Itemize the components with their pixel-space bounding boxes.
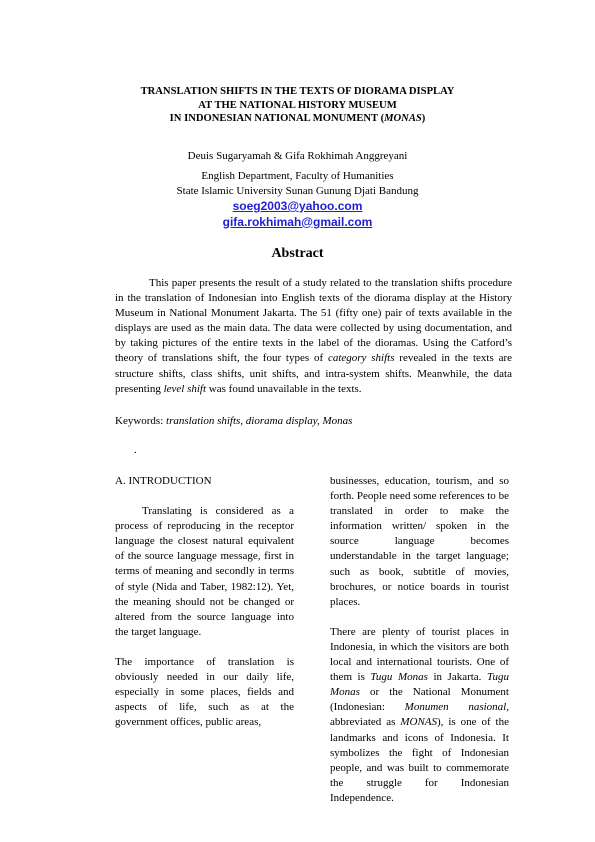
- paper-title: [80, 85, 515, 126]
- intro-paragraph-2: The importance of translation is obviously needed in our daily life, especially in some places, fields and aspects of life, such as at the government offices, public areas,: [115, 655, 294, 729]
- stray-period: .: [134, 444, 137, 456]
- affiliation: [80, 169, 515, 198]
- keywords-label: Keywords:: [115, 415, 167, 427]
- abstract-heading: Abstract: [271, 246, 324, 261]
- intro-paragraph-1: Translating is considered as a process of reproducing in the receptor language the closest natural equivalent of the source language message, first in terms of meaning and secondly in terms of style (Nida and Taber, 1982:12). Yet, the meaning should not be changed or altered from the source language into the target language.: [115, 505, 294, 638]
- keywords: [115, 414, 352, 429]
- column-right: [330, 474, 509, 821]
- title-line-2: AT THE NATIONAL HISTORY MUSEUM: [198, 99, 397, 111]
- section-heading-introduction: A. INTRODUCTION: [115, 475, 212, 487]
- intro-paragraph-2-continued: businesses, education, tourism, and so forth. People need some references to be translated in order to make the information written/ spoken in the source language becomes understandable in the target language; such as book, subtitle of movies, brochures, or notice boards in tourist places.: [330, 475, 509, 608]
- email-link-1[interactable]: soeg2003@yahoo.com: [232, 199, 363, 213]
- title-line-1: TRANSLATION SHIFTS IN THE TEXTS OF DIORAMA DISPLAY: [140, 86, 455, 97]
- affiliation-university: State Islamic University Sunan Gunung Djati Bandung: [176, 184, 419, 197]
- keywords-terms: translation shifts, diorama display, Monas: [166, 415, 353, 427]
- email-link-2[interactable]: gifa.rokhimah@gmail.com: [222, 214, 373, 229]
- intro-paragraph-3: There are plenty of tourist places in Indonesia, in which the visitors are both local and international tourists. One of them is Tugu Monas in Jakarta. Tugu Monas or the National Monument (Indonesian: Monumen nasional, abbreviated as MONAS), is one of the landmarks and icons of Indonesia. It symbolizes the fight of Indonesian people, and was built to commemorate the struggle for Indonesian Independence.: [330, 625, 509, 804]
- column-left: [115, 474, 294, 745]
- author-names: Deuis Sugaryamah & Gifa Rokhimah Anggreyani: [187, 150, 408, 162]
- affiliation-department: English Department, Faculty of Humanities: [201, 170, 394, 182]
- author-emails: [80, 199, 515, 230]
- abstract-text: This paper presents the result of a study related to the translation shifts procedure in the translation of Indonesian into English texts of the diorama display at the History Museum in National Monument Jakarta. The 51 (fifty one) pair of texts available in the displays are used as the main data. The data were collected by using documentation, and by taking pictures of the entire texts in the label of the dioramas. Using the Catford’s theory of translations shift, the four types of category shifts revealed in the texts are structure shifts, class shifts, unit shifts, and intra-system shifts. Meanwhile, the data presenting level shift was found unavailable in the texts.: [115, 277, 512, 395]
- title-line-3: IN INDONESIAN NATIONAL MONUMENT (MONAS): [169, 113, 426, 125]
